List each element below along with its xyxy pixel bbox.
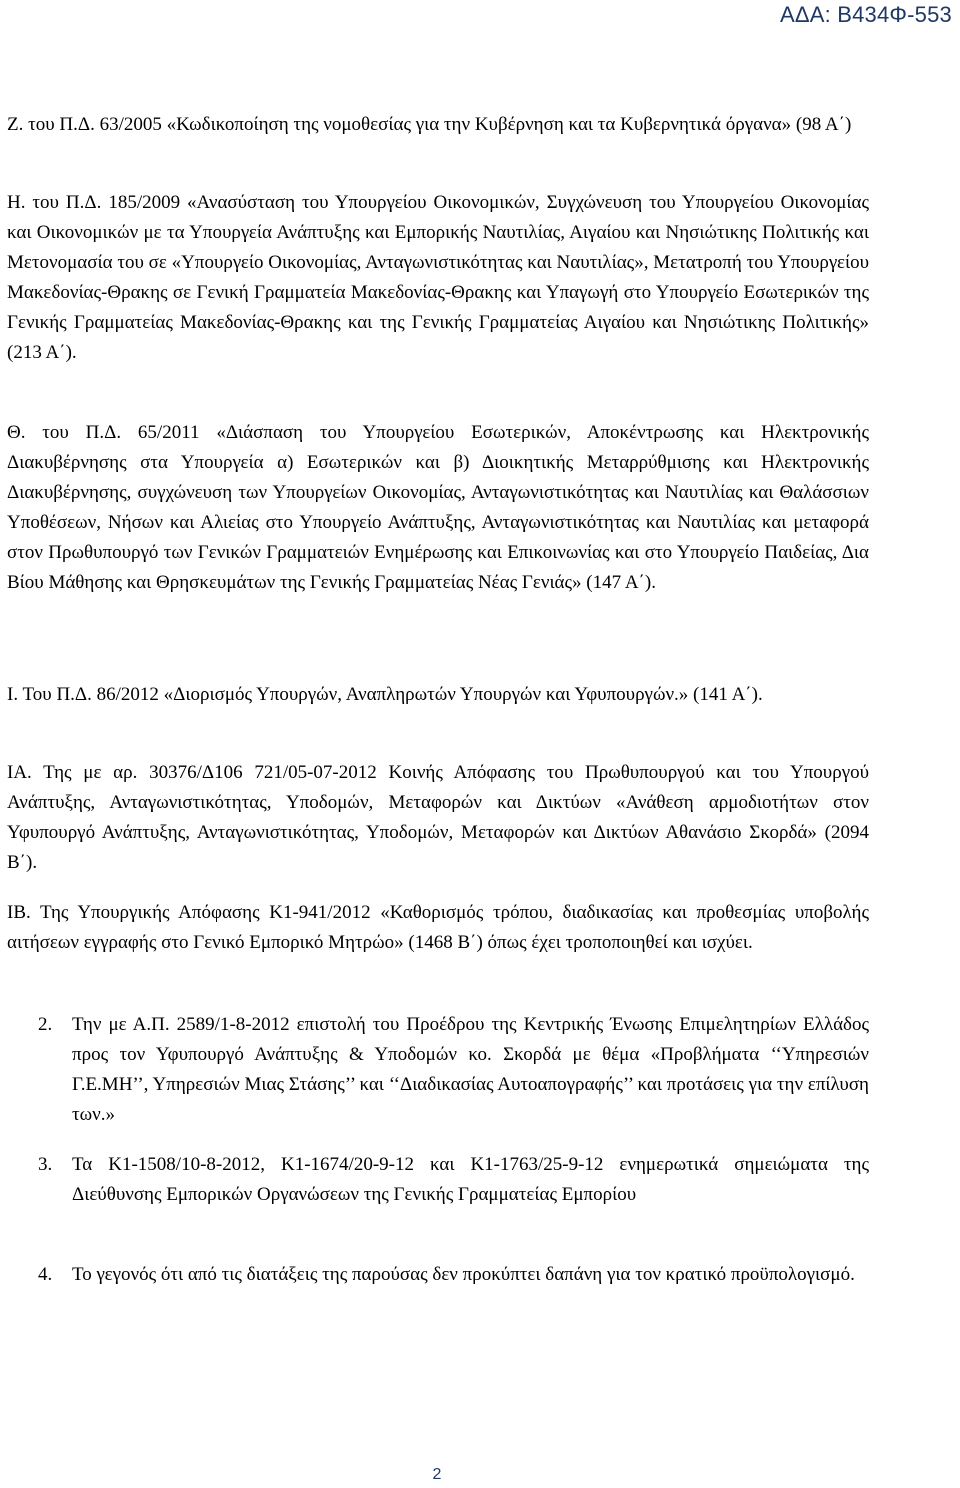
list-text: Την με Α.Π. 2589/1-8-2012 επιστολή του Προέδρου της Κεντρικής Ένωσης Επιμελητηρίων Ελλάδος προς τον Υφυπουργό Ανάπτυξης & Υποδομών κο. Σκορδά με θέμα «Προβλήματα ‘‘Υπηρεσιών Γ.Ε.ΜΗ’’, Υπηρεσιών Μιας Στάσης’’ και ‘‘Διαδικασίας Αυτοαπογραφής’’ και προτάσεις για την επίλυση των.» (72, 1014, 869, 1125)
list-item-2 (38, 1010, 869, 1130)
paragraph-ia: ΙΑ. Της με αρ. 30376/Δ106 721/05-07-2012 Κοινής Απόφασης του Πρωθυπουργού και του Υπουργού Ανάπτυξης, Ανταγωνιστικότητας, Υποδομών, Μεταφορών και Δικτύων «Ανάθεση αρμοδιοτήτων στον Υφυπουργό Ανάπτυξης, Ανταγωνιστικότητας, Υποδομών, Μεταφορών και Δικτύων Αθανάσιο Σκορδά» (2094 Β΄). (7, 762, 869, 873)
list-number: 3. (38, 1154, 53, 1175)
list-text: Τα Κ1-1508/10-8-2012, Κ1-1674/20-9-12 και Κ1-1763/25-9-12 ενημερωτικά σημειώματα της Διεύθυνσης Εμπορικών Οργανώσεων της Γενικής Γραμματείας Εμπορίου (72, 1154, 869, 1205)
page-number: 2 (432, 1466, 442, 1483)
paragraph-th: Θ. του Π.Δ. 65/2011 «Διάσπαση του Υπουργείου Εσωτερικών, Αποκέντρωσης και Ηλεκτρονικής Διακυβέρνησης στα Υπουργεία α) Εσωτερικών και β) Διοικητικής Μεταρρύθμισης και Ηλεκτρονικής Διακυβέρνησης, συγχώνευση των Υπουργείων Οικονομίας, Ανταγωνιστικότητας και Ναυτιλίας και Θαλάσσιων Υποθέσεων, Νήσων και Αλιείας στο Υπουργείο Ανάπτυξης, Ανταγωνιστικότητας και Ναυτιλίας και μεταφορά στον Πρωθυπουργό των Γενικών Γραμματειών Ενημέρωσης και Επικοινωνίας και στο Υπουργείο Παιδείας, Δια Βίου Μάθησης και Θρησκευμάτων της Γενικής Γραμματείας Νέας Γενιάς» (147 Α΄). (7, 422, 869, 593)
ada-code: ΑΔΑ: Β434Φ-553 (779, 2, 952, 27)
paragraph-h: Η. του Π.Δ. 185/2009 «Ανασύσταση του Υπουργείου Οικονομικών, Συγχώνευση του Υπουργείου Οικονομίας και Οικονομικών με τα Υπουργεία Ανάπτυξης και Εμπορικής Ναυτιλίας, Αιγαίου και Νησιώτικης Πολιτικής και Μετονομασία του σε «Υπουργείο Οικονομίας, Ανταγωνιστικότητας και Ναυτιλίας», Μετατροπή του Υπουργείου Μακεδονίας-Θρακης σε Γενική Γραμματεία Μακεδονίας-Θρακης και Υπαγωγή στο Υπουργείο Εσωτερικών της Γενικής Γραμματείας Μακεδονίας-Θρακης και της Γενικής Γραμματείας Αιγαίου και Νησιώτικης Πολιτικής» (213 Α΄). (7, 192, 869, 363)
list-item-4 (38, 1260, 869, 1290)
list-number: 4. (38, 1264, 53, 1285)
list-item-3 (38, 1150, 869, 1210)
paragraph-z: Ζ. του Π.Δ. 63/2005 «Κωδικοποίηση της νομοθεσίας για την Κυβέρνηση και τα Κυβερνητικά όργανα» (98 Α΄) (7, 114, 852, 135)
list-number: 2. (38, 1014, 53, 1035)
paragraph-i: Ι. Του Π.Δ. 86/2012 «Διορισμός Υπουργών, Αναπληρωτών Υπουργών και Υφυπουργών.» (141 Α΄). (7, 684, 763, 705)
list-text: Το γεγονός ότι από τις διατάξεις της παρούσας δεν προκύπτει δαπάνη για τον κρατικό προϋπολογισμό. (72, 1264, 855, 1285)
paragraph-ib: ΙΒ. Της Υπουργικής Απόφασης Κ1-941/2012 «Καθορισμός τρόπου, διαδικασίας και προθεσμίας υποβολής αιτήσεων εγγραφής στο Γενικό Εμπορικό Μητρώο» (1468 Β΄) όπως έχει τροποποιηθεί και ισχύει. (7, 902, 869, 953)
